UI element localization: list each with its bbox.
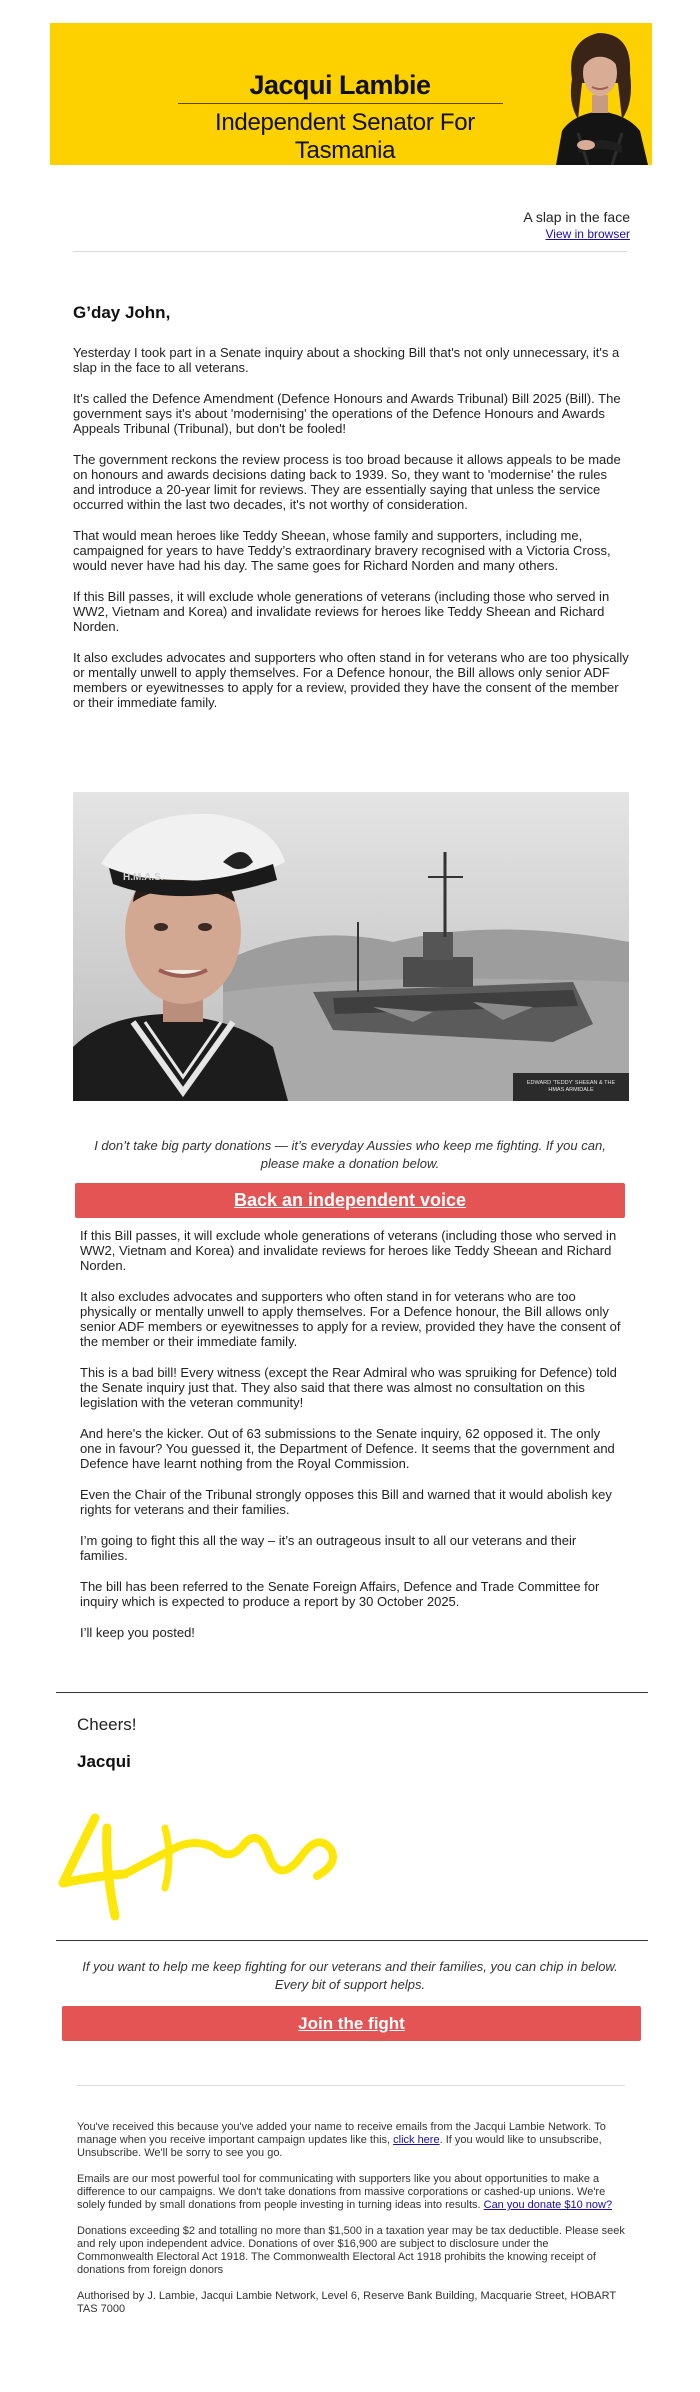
divider [56, 1692, 648, 1693]
header-banner [50, 23, 652, 165]
teddy-sheean-photo [73, 792, 629, 1101]
footer-text: . If you would like to unsubscribe, Unsubscribe. We'll be sorry to see you go. [77, 2134, 602, 2159]
manage-preferences-link[interactable]: click here [393, 2134, 440, 2146]
paragraph: And here's the kicker. Out of 63 submissions to the Senate inquiry, 62 opposed it. The only one in favour? You guessed it, the Department of Defence. It seems that the government and Defence have learnt nothing from the Royal Commission. [80, 1426, 615, 1471]
intro-body [73, 345, 629, 726]
view-in-browser-link[interactable]: View in browser [545, 227, 630, 241]
header-divider [178, 103, 503, 104]
footer-text: Emails are our most powerful tool for communicating with supporters like you about opportunities to make a difference to our campaigns. We don't take donations from massive corporations or cashed-up unions. We're solely funded by small donations from people investing in turning ideas into results. [77, 2173, 606, 2211]
svg-text:H.M.A.S.: H.M.A.S. [123, 872, 164, 883]
paragraph: Yesterday I took part in a Senate inquiry about a shocking Bill that's not only unnecessary, it's a slap in the face to all veterans. [73, 345, 620, 375]
email-preheader [523, 209, 630, 241]
photo-caption: EDWARD 'TEDDY' SHEEAN & THE HMAS ARMIDALE [513, 1073, 629, 1101]
paragraph: If this Bill passes, it will exclude whole generations of veterans (including those who served in WW2, Vietnam and Korea) and invalidate reviews for heroes like Teddy Sheean and Richard Norden. [80, 1228, 617, 1273]
paragraph: If this Bill passes, it will exclude whole generations of veterans (including those who served in WW2, Vietnam and Korea) and invalidate reviews for heroes like Teddy Sheean and Richard Norden. [73, 589, 610, 634]
signoff-name: Jacqui [77, 1752, 131, 1771]
handwritten-signature [55, 1788, 355, 1928]
paragraph: It also excludes advocates and supporters who often stand in for veterans who are too physically or mentally unwell to apply themselves. For a Defence honour, the Bill allows only senior ADF members or eyewitnesses to apply for a review, provided they have the consent of the member or their immediate family. [73, 650, 629, 710]
paragraph: I’m going to fight this all the way – it’s an outrageous insult to all our veterans and their families. [80, 1533, 577, 1563]
paragraph: The government reckons the review process is too broad because it allows appeals to be made on honours and awards decisions dating back to 1939. So, they want to 'modernise' the rules and introduce a 20-year limit for reviews. They are essentially saying that unless the service occurred within the last two decades, it's not worthy of consideration. [73, 452, 621, 512]
footer-tax-notice: Donations exceeding $2 and totalling no more than $1,500 in a taxation year may be tax deductible. Please seek and rely upon independent advice. Donations of over $16,900 are subject to disclosure under the Commonwealth Electoral Act 1918. The Commonwealth Electoral Act 1918 prohibits the knowing receipt of donations from foreign donors [77, 2225, 625, 2276]
join-the-fight-button[interactable]: Join the fight [62, 2006, 641, 2041]
chip-in-note: If you want to help me keep fighting for our veterans and their families, you can chip in below. Every bit of support helps. [82, 1959, 618, 1992]
divider [56, 1940, 648, 1941]
paragraph: It also excludes advocates and supporters who often stand in for veterans who are too physically or mentally unwell to apply themselves. For a Defence honour, the Bill allows only senior ADF members or eyewitnesses to apply for a review, provided they have the consent of the member or their immediate family. [80, 1289, 621, 1349]
signoff-cheers: Cheers! [77, 1715, 137, 1734]
divider [77, 2085, 625, 2086]
main-body [80, 1228, 622, 1656]
senator-title: Independent Senator For Tasmania [215, 109, 475, 164]
paragraph: The bill has been referred to the Senate Foreign Affairs, Defence and Trade Committee for inquiry which is expected to produce a report by 30 October 2025. [80, 1579, 600, 1609]
sailor-and-ship-image [73, 792, 629, 1101]
paragraph: This is a bad bill! Every witness (except the Rear Admiral who was spruiking for Defence) told the Senate inquiry just that. They also said that there was almost no consultation on this legislation with the veteran community! [80, 1365, 617, 1410]
footer-authorisation: Authorised by J. Lambie, Jacqui Lambie Network, Level 6, Reserve Bank Building, Macquarie Street, HOBART TAS 7000 [77, 2290, 616, 2315]
paragraph: I’ll keep you posted! [80, 1625, 195, 1640]
footer-text: You've received this because you've added your name to receive emails from the Jacqui Lambie Network. To manage when you receive important campaign updates like this, [77, 2121, 606, 2146]
paragraph: Even the Chair of the Tribunal strongly opposes this Bill and warned that it would abolish key rights for veterans and their families. [80, 1487, 612, 1517]
donation-note: I don’t take big party donations — it’s everyday Aussies who keep me fighting. If you can, please make a donation below. [94, 1138, 606, 1171]
email-footer [77, 2121, 627, 2329]
senator-portrait [548, 23, 652, 165]
paragraph: It's called the Defence Amendment (Defence Honours and Awards Tribunal) Bill 2025 (Bill). The government says it's about 'modernising' the operations of the Defence Honours and Awards Appeals Tribunal (Tribunal), but don't be fooled! [73, 391, 621, 436]
divider [73, 251, 627, 252]
email-subject: A slap in the face [523, 209, 630, 225]
back-independent-voice-button[interactable]: Back an independent voice [75, 1183, 625, 1218]
paragraph: That would mean heroes like Teddy Sheean, whose family and supporters, including me, campaigned for years to have Teddy’s extraordinary bravery recognised with a Victoria Cross, would never have had his day. The same goes for Richard Norden and many others. [73, 528, 611, 573]
senator-name: Jacqui Lambie [249, 70, 431, 100]
greeting: G’day John, [73, 303, 171, 322]
footer-subscription-notice [77, 2121, 627, 2160]
donate-10-link[interactable]: Can you donate $10 now? [483, 2199, 613, 2211]
footer-funding-notice [77, 2173, 627, 2212]
